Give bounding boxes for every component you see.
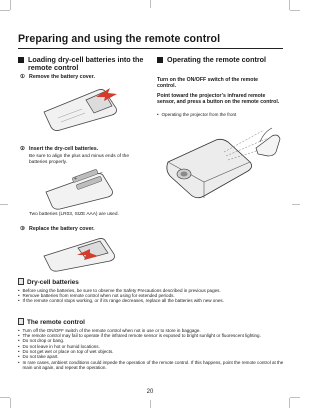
list-item: • If the remote control stops working, or if its range decreases, replace all the batteries with new ones. bbox=[18, 298, 286, 303]
page-title: Preparing and using the remote control bbox=[18, 33, 221, 45]
step-2-label bbox=[20, 146, 150, 153]
list-item: • Do not take apart. bbox=[18, 354, 286, 359]
battery-note-list bbox=[18, 288, 286, 304]
list-item: • The remote control may fail to operate if the infrared remote sensor is exposed to bright sunlight or fluorescent lighting. bbox=[18, 333, 286, 338]
crop-mark bbox=[289, 398, 290, 408]
note-title: The remote control bbox=[27, 319, 85, 326]
projector-remote-illustration bbox=[164, 122, 282, 204]
crop-mark bbox=[10, 398, 11, 408]
crop-mark bbox=[0, 397, 10, 398]
note-heading bbox=[18, 278, 286, 287]
step-number: ③ bbox=[20, 226, 25, 232]
list-item: • Do not drop or bang. bbox=[18, 338, 286, 343]
step-number: ① bbox=[20, 74, 25, 80]
left-section bbox=[18, 56, 148, 73]
crop-mark bbox=[0, 10, 10, 11]
operating-bullet bbox=[157, 112, 287, 117]
step-text: Replace the battery cover. bbox=[29, 226, 95, 232]
note-batteries bbox=[18, 278, 286, 304]
remote-note-list bbox=[18, 328, 286, 371]
right-section bbox=[157, 56, 277, 64]
list-item: • Remove batteries from remote control when not using for extended periods. bbox=[18, 293, 286, 298]
heading-text: Operating the remote control bbox=[167, 55, 267, 64]
section-heading-operating bbox=[157, 56, 277, 64]
list-item: • Operating the projector from the front bbox=[157, 112, 287, 117]
step-text: Remove the battery cover. bbox=[29, 74, 95, 80]
step-3-label bbox=[20, 226, 150, 233]
step-text: Insert the dry-cell batteries. bbox=[29, 146, 99, 152]
operating-step-2: Point toward the projector’s infrared remote sensor, and press a button on the remote control. bbox=[157, 93, 280, 106]
heading-text: Loading dry-cell batteries into the remote control bbox=[28, 55, 144, 73]
step-number: ② bbox=[20, 146, 25, 152]
square-bullet-icon bbox=[157, 57, 163, 63]
crop-mark bbox=[150, 0, 151, 8]
list-item: • Before using the batteries, be sure to observe the Safety Precautions described in previous pages. bbox=[18, 288, 286, 293]
note-icon bbox=[18, 278, 24, 285]
step-2-body: Be sure to align the plus and minus ends of the batteries properly. bbox=[29, 154, 129, 166]
step-1-label bbox=[20, 74, 150, 81]
crop-mark bbox=[289, 0, 290, 10]
list-item: • Turn off the ON/OFF switch of the remote control when not in use or to store in baggage. bbox=[18, 328, 286, 333]
page-number: 20 bbox=[146, 389, 154, 395]
crop-mark bbox=[290, 10, 300, 11]
battery-insert-illustration bbox=[40, 166, 124, 210]
remote-cover-illustration bbox=[38, 82, 128, 132]
note-title: Dry-cell batteries bbox=[27, 279, 79, 286]
section-heading-batteries bbox=[18, 56, 148, 73]
crop-mark bbox=[150, 400, 151, 408]
crop-mark bbox=[292, 204, 300, 205]
square-bullet-icon bbox=[18, 57, 24, 63]
operating-step-1: Turn on the ON/OFF switch of the remote control. bbox=[157, 77, 259, 90]
list-item: • Do not get wet or place on top of wet objects. bbox=[18, 349, 286, 354]
step-2-after: Two batteries (LR03, SIZE AAA) are used. bbox=[29, 212, 119, 217]
crop-mark bbox=[10, 0, 11, 10]
title-rule bbox=[18, 48, 283, 49]
svg-text:−: − bbox=[100, 170, 103, 176]
list-item: • In rare cases, ambient conditions could impede the operation of the remote control. If this happens, point the remote control at the main unit again, and repeat the operation. bbox=[18, 360, 286, 371]
note-heading bbox=[18, 318, 286, 327]
note-remote bbox=[18, 318, 286, 370]
list-item: • Do not leave in hot or humid locations. bbox=[18, 344, 286, 349]
remote-replace-illustration bbox=[38, 234, 128, 272]
note-icon bbox=[18, 318, 24, 325]
crop-mark bbox=[0, 204, 8, 205]
svg-text:+: + bbox=[74, 176, 77, 182]
crop-mark bbox=[290, 397, 300, 398]
